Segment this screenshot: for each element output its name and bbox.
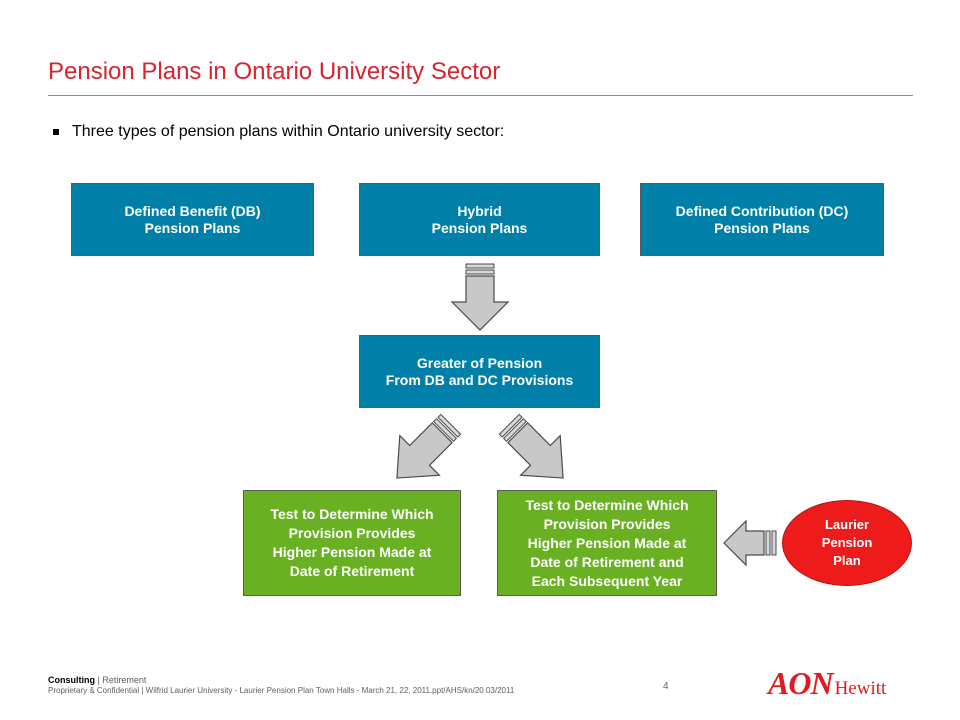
bullet-text: Three types of pension plans within Ontario university sector: [72,123,505,140]
footer-confidential: Proprietary & Confidential | Wilfrid Laurier University - Laurier Pension Plan Town Halls - March 21, 22, 2011.ppt/AHS/kn/20 03/2011 [48,686,515,695]
logo-aon-text: AON [768,665,833,701]
bullet-item [53,123,504,141]
logo-hewitt-text: Hewitt [834,678,887,699]
test-subsequent-line4: Date of Retirement and [530,553,684,570]
laurier-line2: Pension [821,535,873,550]
test-retirement-line1: Test to Determine Which [270,506,434,522]
greater-of-pension-box [359,335,600,408]
diagonal-right-arrow-icon [503,418,575,490]
db-box-line1: Defined Benefit (DB) [124,202,261,219]
test-at-retirement-box [243,490,461,596]
test-retirement-line4: Date of Retirement [289,563,415,579]
dc-plans-box [640,183,884,256]
db-plans-box [71,183,314,256]
slide-title: Pension Plans in Ontario University Sector [48,58,501,85]
diagonal-left-arrow-icon [385,418,457,490]
footer-retirement: Retirement [102,675,147,685]
test-subsequent-line2: Provision Provides [543,515,671,532]
hybrid-plans-box [359,183,600,256]
test-retirement-line2: Provision Provides [288,525,416,541]
hybrid-box-line1: Hybrid [457,202,502,219]
test-subsequent-line5: Each Subsequent Year [531,572,683,589]
laurier-pension-plan-oval [782,500,912,586]
db-box-line2: Pension Plans [144,219,241,236]
left-arrow-icon [724,521,778,565]
test-subsequent-year-box [497,490,717,596]
hybrid-box-line2: Pension Plans [431,219,528,236]
test-subsequent-line1: Test to Determine Which [525,496,689,513]
laurier-line1: Laurier [824,517,870,532]
test-subsequent-line3: Higher Pension Made at [527,534,687,551]
dc-box-line1: Defined Contribution (DC) [675,202,849,219]
footer-consulting: Consulting [48,675,95,685]
title-divider [48,95,913,96]
down-arrow-icon [452,264,512,332]
greater-box-line2: From DB and DC Provisions [385,371,574,388]
aon-hewitt-logo [768,665,886,702]
footer-division [48,675,146,685]
greater-box-line1: Greater of Pension [416,354,543,371]
page-number: 4 [663,681,669,692]
laurier-line3: Plan [833,553,861,568]
footer-separator: | [97,675,100,685]
test-retirement-line3: Higher Pension Made at [272,544,432,560]
dc-box-line2: Pension Plans [714,219,810,236]
square-bullet-icon [53,129,59,135]
